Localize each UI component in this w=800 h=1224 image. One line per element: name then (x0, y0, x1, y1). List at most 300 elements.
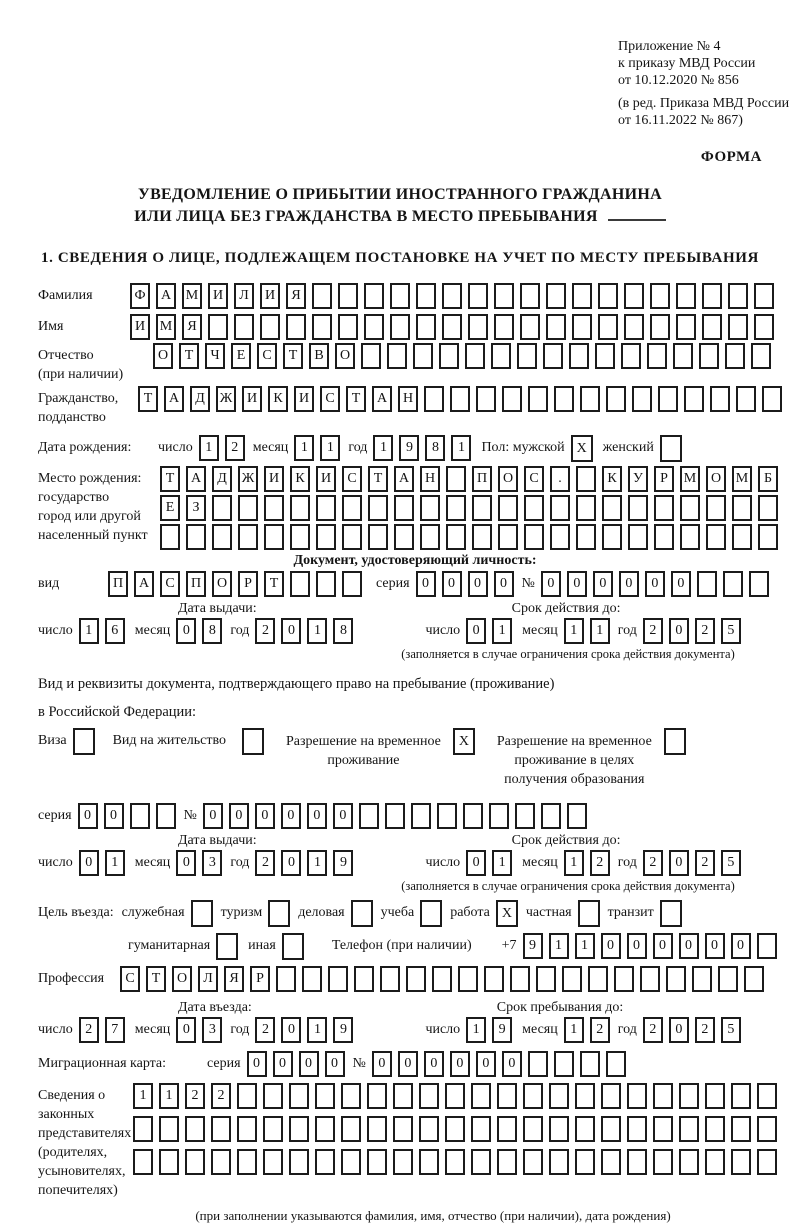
char-box: Л (234, 283, 254, 309)
char-box (520, 283, 540, 309)
identity-doc-dates (38, 601, 792, 662)
residence-permit-label: Вид на жительство (112, 733, 226, 748)
char-box: 0 (176, 618, 196, 644)
field-profession (38, 966, 792, 992)
char-box: О (212, 571, 232, 597)
char-box (676, 283, 696, 309)
char-box: М (732, 466, 752, 492)
char-box (578, 900, 600, 927)
purpose-study-checkbox (420, 900, 442, 927)
char-box (416, 314, 436, 340)
birthplace-box-rows (160, 466, 778, 550)
char-box: 1 (320, 435, 340, 461)
birthplace-label: Место рождения: государство город или другой населенный пункт (38, 471, 148, 543)
char-box (264, 524, 284, 550)
char-box (263, 1083, 283, 1109)
char-box (660, 900, 682, 927)
char-box (290, 524, 310, 550)
entry-date-header: Дата въезда: (178, 1000, 252, 1015)
representatives-box-rows (133, 1083, 777, 1175)
char-box: Ч (205, 343, 225, 369)
day-label: число (38, 1022, 73, 1037)
char-box (731, 1116, 751, 1142)
char-box (419, 1116, 439, 1142)
purpose-option-label: служебная (121, 905, 185, 920)
edu-residence-label: Разрешение на временное проживание в целях получения образования (496, 734, 652, 787)
char-box (237, 1149, 257, 1175)
char-box: Е (231, 343, 251, 369)
char-box (368, 524, 388, 550)
expiry-year-boxes (643, 618, 741, 644)
char-box: 0 (541, 571, 561, 597)
char-box (497, 1149, 517, 1175)
char-box (528, 1051, 548, 1077)
char-box: 2 (211, 1083, 231, 1109)
char-box: 1 (590, 618, 610, 644)
char-box: З (186, 495, 206, 521)
char-box (238, 524, 258, 550)
form-title-line1: УВЕДОМЛЕНИЕ О ПРИБЫТИИ ИНОСТРАННОГО ГРАЖДАНИНА (138, 186, 662, 203)
day-label: число (158, 440, 193, 455)
char-box: 0 (669, 618, 689, 644)
expiry-note: (заполняется в случае ограничения срока действия документа) (401, 647, 735, 661)
char-box (706, 495, 726, 521)
representatives-row1-boxes (133, 1083, 777, 1109)
char-box (159, 1149, 179, 1175)
char-box: 0 (731, 933, 751, 959)
char-box (580, 386, 600, 412)
char-box (546, 283, 566, 309)
char-box (465, 343, 485, 369)
form-body (38, 283, 792, 1224)
char-box: 1 (79, 618, 99, 644)
char-box (341, 1083, 361, 1109)
char-box (494, 314, 514, 340)
char-box (524, 495, 544, 521)
char-box (653, 1116, 673, 1142)
year-label: год (230, 623, 250, 638)
char-box (394, 495, 414, 521)
char-box: М (156, 314, 176, 340)
char-box (472, 524, 492, 550)
char-box: О (172, 966, 192, 992)
char-box (658, 386, 678, 412)
birthplace-row1-boxes (160, 466, 778, 492)
char-box (664, 728, 686, 755)
char-box (367, 1116, 387, 1142)
char-box: А (164, 386, 184, 412)
char-box (420, 524, 440, 550)
month-label: месяц (134, 855, 171, 870)
char-box: 0 (494, 571, 514, 597)
char-box (602, 524, 622, 550)
permit-expiry-day-boxes (466, 850, 512, 876)
char-box: С (257, 343, 277, 369)
char-box (290, 571, 310, 597)
char-box (680, 524, 700, 550)
char-box (342, 495, 362, 521)
char-box (237, 1116, 257, 1142)
char-box: X (571, 435, 593, 462)
char-box: 0 (281, 850, 301, 876)
char-box: 0 (247, 1051, 267, 1077)
char-box (484, 966, 504, 992)
purpose-option-label: частная (525, 905, 572, 920)
char-box: 0 (619, 571, 639, 597)
char-box (754, 314, 774, 340)
char-box: Я (224, 966, 244, 992)
char-box: Р (654, 466, 674, 492)
firstname-label: Имя (38, 319, 64, 334)
char-box (387, 343, 407, 369)
char-box (757, 1116, 777, 1142)
purpose-humanitarian-checkbox (216, 933, 238, 960)
day-label: число (38, 623, 73, 638)
char-box (471, 1149, 491, 1175)
char-box: Ж (216, 386, 236, 412)
char-box (751, 343, 771, 369)
char-box (718, 966, 738, 992)
phone-label: Телефон (при наличии) (331, 938, 472, 953)
month-label: месяц (522, 1022, 558, 1037)
char-box (186, 524, 206, 550)
char-box (393, 1083, 413, 1109)
doc-series-label: серия (376, 576, 410, 591)
char-box (238, 495, 258, 521)
permit-expiry-month-boxes (564, 850, 610, 876)
char-box: 0 (601, 933, 621, 959)
form-title-line2: ИЛИ ЛИЦА БЕЗ ГРАЖДАНСТВА В МЕСТО ПРЕБЫВАНИЯ (134, 208, 598, 225)
char-box: Д (212, 466, 232, 492)
char-box (758, 495, 778, 521)
char-box (393, 1116, 413, 1142)
month-label: месяц (134, 623, 171, 638)
char-box (598, 283, 618, 309)
phone-prefix: +7 (501, 938, 517, 953)
char-box: И (242, 386, 262, 412)
purpose-work-checkbox (496, 900, 518, 927)
char-box (554, 386, 574, 412)
char-box (744, 966, 764, 992)
char-box (723, 571, 743, 597)
law-reference-line: от 10.12.2020 № 856 (618, 73, 739, 88)
char-box (543, 343, 563, 369)
char-box: 0 (424, 1051, 444, 1077)
citizenship-boxes (138, 386, 782, 412)
char-box (390, 314, 410, 340)
char-box (601, 1083, 621, 1109)
char-box (446, 495, 466, 521)
char-box (580, 1051, 600, 1077)
char-box: Т (368, 466, 388, 492)
char-box (354, 966, 374, 992)
char-box: С (120, 966, 140, 992)
char-box: 0 (281, 803, 301, 829)
char-box: Т (179, 343, 199, 369)
char-box: 0 (104, 803, 124, 829)
expiry-month-boxes (564, 618, 610, 644)
char-box (315, 1149, 335, 1175)
entry-year-boxes (255, 1017, 353, 1043)
char-box (185, 1149, 205, 1175)
char-box: 2 (695, 1017, 715, 1043)
representatives-note: (при заполнении указываются фамилия, имя, отчество (при наличии), дата рождения) (195, 1208, 671, 1223)
char-box (705, 1083, 725, 1109)
char-box (359, 803, 379, 829)
month-label: месяц (522, 855, 558, 870)
char-box: С (160, 571, 180, 597)
representatives-row2-boxes (133, 1116, 777, 1142)
char-box: Р (250, 966, 270, 992)
char-box (130, 803, 150, 829)
char-box (328, 966, 348, 992)
doc-kind-label: вид (38, 576, 60, 591)
char-box: 1 (492, 618, 512, 644)
char-box (312, 314, 332, 340)
char-box: Л (198, 966, 218, 992)
law-amendment-line: от 16.11.2022 № 867) (618, 113, 743, 128)
char-box: 9 (333, 1017, 353, 1043)
char-box (647, 343, 667, 369)
char-box: 0 (255, 803, 275, 829)
char-box (705, 1149, 725, 1175)
char-box (502, 386, 522, 412)
char-box: Я (182, 314, 202, 340)
char-box: М (680, 466, 700, 492)
char-box: 0 (372, 1051, 392, 1077)
char-box: 1 (466, 1017, 486, 1043)
purpose-option-label: деловая (298, 905, 345, 920)
char-box (463, 803, 483, 829)
residence-permit-checkbox (242, 728, 264, 755)
char-box (394, 524, 414, 550)
char-box (702, 314, 722, 340)
permit-number-label: № (183, 808, 197, 823)
char-box (572, 283, 592, 309)
char-box (523, 1149, 543, 1175)
char-box (523, 1116, 543, 1142)
surname-label: Фамилия (38, 288, 93, 303)
char-box (185, 1116, 205, 1142)
law-reference-line: Приложение № 4 (618, 39, 721, 54)
char-box (606, 386, 626, 412)
char-box (732, 524, 752, 550)
char-box (749, 571, 769, 597)
char-box (536, 966, 556, 992)
char-box (416, 283, 436, 309)
permit-issue-year-boxes (255, 850, 353, 876)
stay-until-header: Срок пребывания до: (496, 1000, 624, 1015)
char-box (367, 1083, 387, 1109)
char-box (692, 966, 712, 992)
field-identity-doc (38, 571, 792, 597)
char-box: 0 (203, 803, 223, 829)
char-box: П (472, 466, 492, 492)
doc-series-boxes (416, 571, 514, 597)
sex-female-checkbox (660, 435, 682, 462)
char-box (411, 803, 431, 829)
char-box (549, 1149, 569, 1175)
char-box: 3 (202, 1017, 222, 1043)
year-label: год (230, 855, 250, 870)
char-box (666, 966, 686, 992)
char-box: В (309, 343, 329, 369)
char-box: 2 (255, 618, 275, 644)
char-box (606, 1051, 626, 1077)
temp-residence-label: Разрешение на временное проживание (285, 734, 441, 768)
month-label: месяц (252, 440, 289, 455)
char-box: М (182, 283, 202, 309)
char-box (316, 524, 336, 550)
char-box (364, 314, 384, 340)
char-box (550, 524, 570, 550)
char-box: О (706, 466, 726, 492)
char-box (576, 466, 596, 492)
char-box: 0 (176, 1017, 196, 1043)
char-box: 8 (202, 618, 222, 644)
char-box (654, 495, 674, 521)
char-box (342, 524, 362, 550)
char-box (660, 435, 682, 462)
char-box (510, 966, 530, 992)
char-box: 6 (105, 618, 125, 644)
char-box (562, 966, 582, 992)
char-box (351, 900, 373, 927)
char-box (471, 1083, 491, 1109)
char-box (628, 495, 648, 521)
char-box: 1 (307, 618, 327, 644)
purpose-business-checkbox (351, 900, 373, 927)
char-box: 1 (307, 850, 327, 876)
permit-doc-dates (38, 833, 792, 894)
field-birthdate (38, 435, 792, 462)
char-box (432, 966, 452, 992)
year-label: год (617, 855, 637, 870)
char-box (446, 524, 466, 550)
char-box: 0 (78, 803, 98, 829)
char-box: 0 (176, 850, 196, 876)
issue-year-boxes (255, 618, 353, 644)
char-box (757, 1083, 777, 1109)
char-box: Т (283, 343, 303, 369)
char-box: 1 (307, 1017, 327, 1043)
char-box (442, 283, 462, 309)
char-box (73, 728, 95, 755)
char-box: 2 (695, 618, 715, 644)
char-box (393, 1149, 413, 1175)
char-box (191, 900, 213, 927)
char-box: П (108, 571, 128, 597)
representatives-row3-boxes (133, 1149, 777, 1175)
char-box: 5 (721, 850, 741, 876)
char-box (316, 571, 336, 597)
char-box: 1 (575, 933, 595, 959)
doc-kind-boxes (108, 571, 362, 597)
char-box: 0 (281, 1017, 301, 1043)
char-box (237, 1083, 257, 1109)
char-box: 0 (679, 933, 699, 959)
char-box (640, 966, 660, 992)
purpose-option-label: учеба (380, 905, 415, 920)
char-box: Т (264, 571, 284, 597)
char-box (133, 1149, 153, 1175)
char-box (234, 314, 254, 340)
char-box (276, 966, 296, 992)
patronymic-boxes (153, 343, 771, 369)
purpose-label: Цель въезда: (38, 905, 114, 920)
identity-doc-heading: Документ, удостоверяющий личность: (293, 553, 537, 568)
migration-series-boxes (247, 1051, 345, 1077)
char-box: К (602, 466, 622, 492)
char-box: 1 (133, 1083, 153, 1109)
patronymic-label: Отчество (при наличии) (38, 348, 124, 382)
char-box: 2 (255, 1017, 275, 1043)
char-box (445, 1149, 465, 1175)
visa-checkbox (73, 728, 95, 755)
char-box (315, 1083, 335, 1109)
char-box (368, 495, 388, 521)
char-box: 7 (105, 1017, 125, 1043)
char-box: 2 (185, 1083, 205, 1109)
char-box: 0 (705, 933, 725, 959)
purpose-option-label: иная (248, 938, 276, 953)
char-box (282, 933, 304, 960)
char-box: 0 (398, 1051, 418, 1077)
expiry-day-boxes (466, 618, 512, 644)
char-box (679, 1149, 699, 1175)
field-firstname (38, 314, 792, 340)
char-box: Т (146, 966, 166, 992)
char-box: А (134, 571, 154, 597)
char-box (468, 283, 488, 309)
char-box (728, 283, 748, 309)
title-blank-line (608, 206, 666, 221)
purpose-tourism-checkbox (268, 900, 290, 927)
char-box (569, 343, 589, 369)
char-box: С (342, 466, 362, 492)
day-label: число (38, 855, 73, 870)
char-box: 0 (466, 850, 486, 876)
char-box: X (453, 728, 475, 755)
entry-month-boxes (176, 1017, 222, 1043)
law-amendment-line: (в ред. Приказа МВД России (618, 96, 790, 111)
entry-day-boxes (79, 1017, 125, 1043)
char-box: 0 (229, 803, 249, 829)
field-migration-card (38, 1051, 792, 1077)
char-box (263, 1149, 283, 1175)
char-box: 1 (373, 435, 393, 461)
char-box (627, 1083, 647, 1109)
profession-label: Профессия (38, 971, 105, 986)
char-box: 2 (590, 1017, 610, 1043)
char-box: И (294, 386, 314, 412)
char-box (757, 1149, 777, 1175)
char-box (390, 283, 410, 309)
stay-month-boxes (564, 1017, 610, 1043)
char-box: 0 (333, 803, 353, 829)
year-label: год (230, 1022, 250, 1037)
travel-dates (38, 1000, 792, 1043)
phone-boxes (523, 933, 777, 959)
char-box: А (186, 466, 206, 492)
purpose-option-label: гуманитарная (128, 938, 211, 953)
birthdate-label: Дата рождения: (38, 440, 132, 455)
char-box (684, 386, 704, 412)
month-label: месяц (522, 623, 558, 638)
char-box: 8 (333, 618, 353, 644)
char-box (208, 314, 228, 340)
field-birthplace (38, 466, 792, 550)
